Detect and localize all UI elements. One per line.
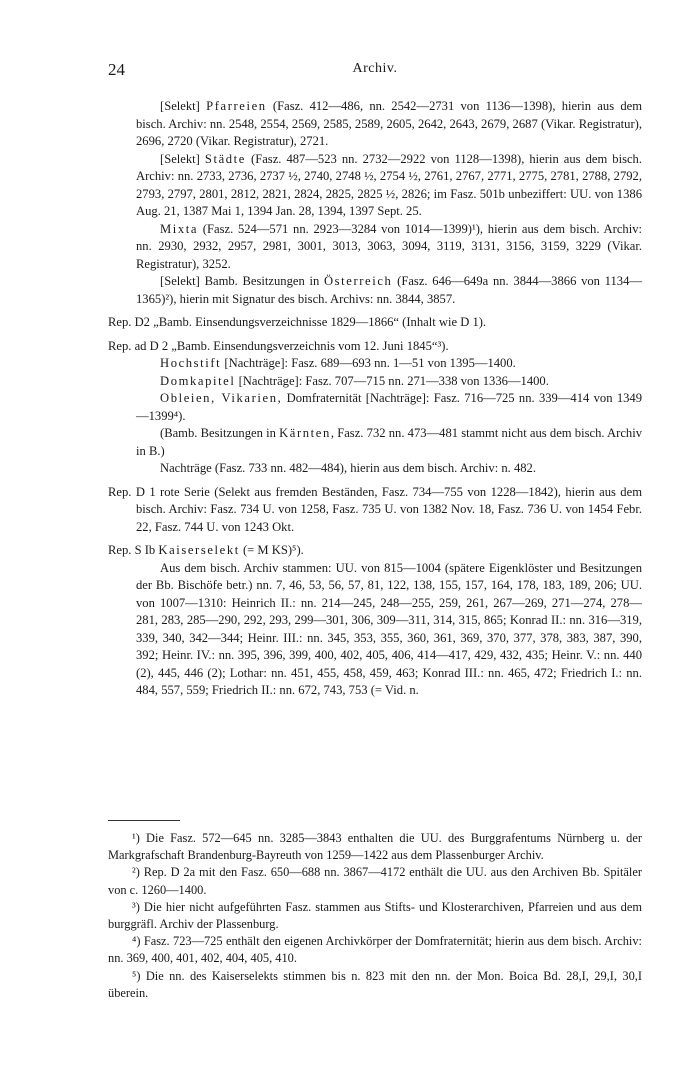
footnote: ¹) Die Fasz. 572—645 nn. 3285—3843 enthalten die UU. des Burggrafentums Nürnberg u. der Markgrafschaft Brandenburg-Bayreuth von 1259—1422 aus dem Plassenburger Archiv.: [108, 831, 642, 863]
spaced-keyword: Kaiserselekt: [158, 543, 240, 557]
page-number: 24: [108, 60, 125, 79]
footnote: ⁵) Die nn. des Kaiserselekts stimmen bis n. 823 mit den nn. der Mon. Boica Bd. 28,I, 29,I, 30,I überein.: [108, 968, 642, 1000]
main-text: [108, 98, 642, 700]
footnote: ²) Rep. D 2a mit den Fasz. 650—688 nn. 3867—4172 enthält die UU. aus den Archiven Bb. Spitäler von c. 1260—1400.: [108, 865, 642, 897]
page-header: [108, 60, 642, 82]
footnote: ⁴) Fasz. 723—725 enthält den eigenen Archivkörper der Domfraternität; hierin aus dem bisch. Archiv: nn. 369, 400, 401, 402, 404, 405, 410.: [108, 934, 642, 966]
paragraph-kaiserselekt: Aus dem bisch. Archiv stammen: UU. von 815—1004 (spätere Eigenklöster und Besitzungen der Bb. Bischöfe betr.) nn. 7, 46, 53, 56, 57, 81, 122, 138, 155, 157, 164, 178, 183, 189, 206; UU. von 1007—1310: Heinrich II.: nn. 214—245, 248—255, 259, 261, 267—269, 271—274, 278—281, 283, 285—290, 292, 293, 299—301, 306, 309—311, 314, 315, 865; Konrad II.: nn. 316—319, 339, 340, 342—344; Heinr. III.: nn. 345, 353, 355, 360, 361, 369, 370, 377, 378, 383, 387, 390, 392; Heinr. IV.: nn. 395, 396, 399, 400, 402, 405, 406, 414—417, 429, 432, 435; Heinr. V.: nn. 440 (2), 445, 446 (2); Lothar: nn. 451, 455, 458, 459, 463; Konrad III.: nn. 465, 472; Friedrich I.: nn. 484, 557, 559; Friedrich II.: nn. 672, 743, 753 (= Vid. n.: [136, 560, 642, 697]
paragraph-oesterreich: [Selekt] Bamb. Besitzungen in Österreich (Fasz. 646—649a nn. 3844—3866 von 1134—1365)²), hierin mit Signatur des bisch. Archivs: nn. 3844, 3857.: [136, 274, 642, 306]
rep-ad-d2: Rep. ad D 2 „Bamb. Einsendungsverzeichnis vom 12. Juni 1845“³).: [108, 338, 449, 353]
running-title: Archiv.: [352, 61, 398, 76]
paragraph-pfarreien: [Selekt] Pfarreien (Fasz. 412—486, nn. 2542—2731 von 1136—1398), hierin aus dem bisch. Archiv: nn. 2548, 2554, 2569, 2585, 2589, 2605, 2642, 2643, 2679, 2687 (Vikar. Registratur), 2696, 2720 (Vikar. Registratur), 2721.: [136, 99, 643, 148]
rep-d1: Rep. D 1 rote Serie (Selekt aus fremden Beständen, Fasz. 734—755 von 1228—1842), hierin aus dem bisch. Archiv: Fasz. 734 U. von 1258, Fasz. 735 U. von 1382 Nov. 18, Fasz. 736 U. von 1454 Febr. 22, Fasz. 744 U. von 1243 Okt.: [108, 484, 642, 534]
spaced-keyword: Städte: [204, 151, 246, 166]
rep-sib: Rep. S Ib Kaiserselekt (= M KS)⁵).: [108, 543, 304, 557]
spaced-keyword: Mixta: [160, 221, 199, 236]
list-item: Hochstift [Nachträge]: Fasz. 689—693 nn. 1—51 von 1395—1400.: [160, 356, 516, 370]
paragraph-staedte: [Selekt] Städte (Fasz. 487—523 nn. 2732—2922 von 1128—1398), hierin aus dem bisch. Archiv: nn. 2733, 2736, 2737 ½, 2740, 2748 ½, 2754 ½, 2761, 2767, 2771, 2775, 2781, 2788, 2792, 2793, 2797, 2801, 2812, 2821, 2824, 2825, 2825 ½, 2826; im Fasz. 501b unbeziffert: UU. von 1386 Aug. 21, 1387 Mai 1, 1394 Jan. 28, 1394, 1397 Sept. 25.: [136, 151, 642, 218]
spaced-keyword: Pfarreien: [206, 99, 267, 113]
list-item: Domkapitel [Nachträge]: Fasz. 707—715 nn. 271—338 von 1336—1400.: [160, 373, 549, 388]
note-kaernten: (Bamb. Besitzungen in Kärnten, Fasz. 732 nn. 473—481 stammt nicht aus dem bisch. Archiv in B.): [136, 426, 643, 458]
note-nachtraege: Nachträge (Fasz. 733 nn. 482—484), hierin aus dem bisch. Archiv: n. 482.: [160, 461, 536, 475]
list-item: Obleien, Vikarien, Domfraternität [Nachträge]: Fasz. 716—725 nn. 339—414 von 1349—1399⁴).: [136, 391, 643, 423]
rep-d2: Rep. D2 „Bamb. Einsendungsverzeichnisse 1829—1866“ (Inhalt wie D 1).: [108, 315, 487, 329]
footnote: ³) Die hier nicht aufgeführten Fasz. stammen aus Stifts- und Klosterarchiven, Pfarreien und aus dem burggräfl. Archiv der Plassenburg.: [108, 899, 642, 932]
paragraph-mixta: Mixta (Fasz. 524—571 nn. 2923—3284 von 1014—1399)¹), hierin aus dem bisch. Archiv: nn. 2930, 2932, 2957, 2981, 3001, 3013, 3063, 3094, 3119, 3131, 3156, 3159, 3229 (Vikar. Registratur), 3252.: [136, 221, 642, 271]
footnote-rule: [108, 820, 180, 821]
footnotes: [108, 820, 642, 1002]
spaced-keyword: Österreich: [323, 274, 393, 288]
